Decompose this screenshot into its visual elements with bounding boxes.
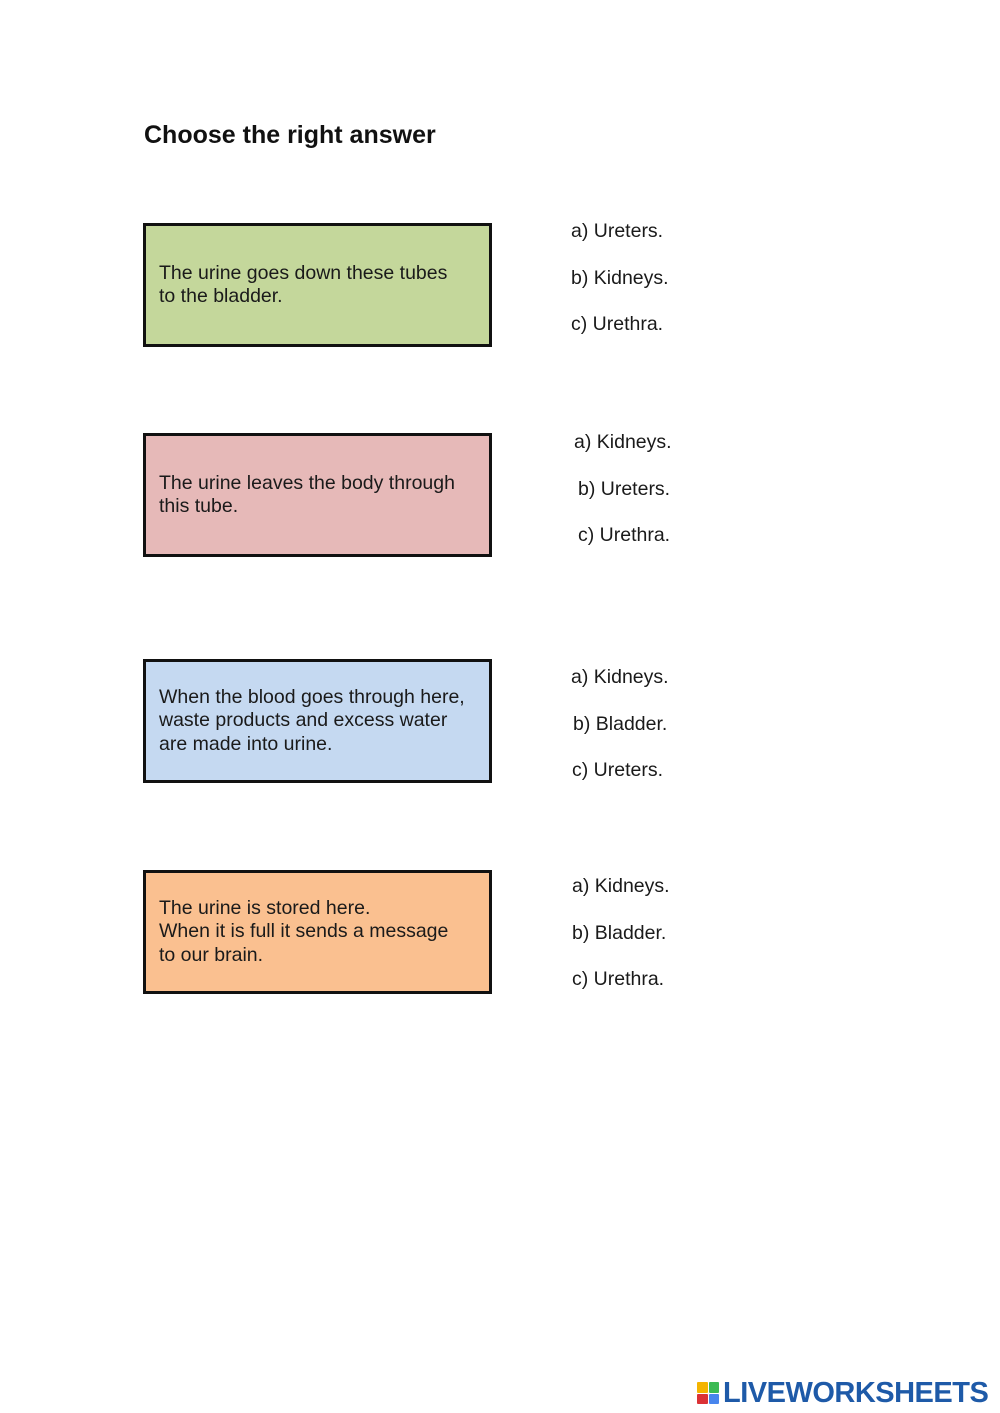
logo-square-2	[709, 1382, 720, 1393]
logo-square-4	[709, 1394, 720, 1405]
option-3b[interactable]: b) Bladder.	[573, 712, 668, 735]
question-text-2: The urine leaves the body through this tube.	[159, 471, 455, 517]
question-box-2	[143, 433, 492, 557]
logo-square-1	[697, 1382, 708, 1393]
logo-text: LIVEWORKSHEETS	[723, 1377, 989, 1409]
question-box-1	[143, 223, 492, 347]
option-3c[interactable]: c) Ureters.	[572, 759, 664, 781]
question-box-4	[143, 870, 492, 994]
liveworksheets-logo-icon	[697, 1382, 719, 1404]
answer-options-1	[571, 220, 669, 360]
page-title: Choose the right answer	[144, 121, 436, 149]
question-text-1: The urine goes down these tubes to the bladder.	[159, 261, 448, 307]
option-1a[interactable]: a) Ureters.	[571, 220, 664, 242]
liveworksheets-logo[interactable]	[697, 1378, 988, 1408]
option-2a[interactable]: a) Kidneys.	[574, 431, 672, 453]
option-3a[interactable]: a) Kidneys.	[571, 666, 669, 688]
question-text-4: The urine is stored here. When it is full it sends a message to our brain.	[159, 896, 449, 966]
answer-options-3	[571, 666, 669, 806]
option-4a[interactable]: a) Kidneys.	[572, 875, 670, 897]
option-2b[interactable]: b) Ureters.	[578, 477, 671, 500]
question-text-3: When the blood goes through here, waste products and excess water are made into urine.	[159, 685, 465, 755]
answer-options-2	[574, 431, 672, 571]
option-1c[interactable]: c) Urethra.	[571, 313, 664, 335]
question-box-3	[143, 659, 492, 783]
logo-square-3	[697, 1394, 708, 1405]
option-1b[interactable]: b) Kidneys.	[571, 266, 669, 289]
option-4c[interactable]: c) Urethra.	[572, 968, 665, 990]
option-4b[interactable]: b) Bladder.	[572, 921, 667, 944]
answer-options-4	[572, 875, 670, 1015]
option-2c[interactable]: c) Urethra.	[578, 524, 671, 546]
